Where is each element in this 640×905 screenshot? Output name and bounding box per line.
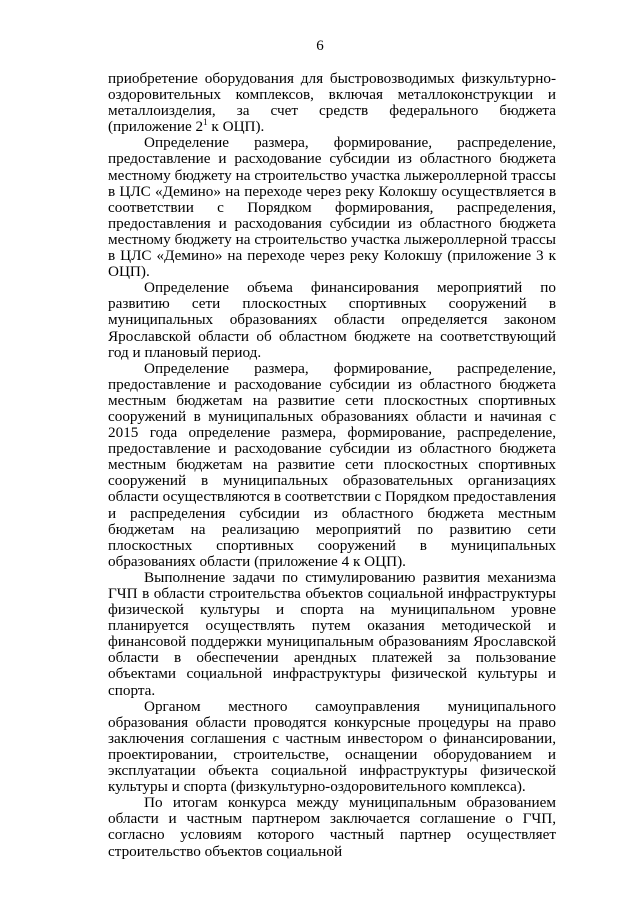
paragraph-1 bbox=[108, 71, 556, 135]
paragraph-3: Определение объема финансирования мероприятий по развитию сети плоскостных спортивных сооружений в муниципальных образованиях области определяется законом Ярославской области об областном бюджете на соответствующий год и плановый период. bbox=[108, 279, 556, 361]
paragraph-5: Выполнение задачи по стимулированию развития механизма ГЧП в области строительства объектов социальной инфраструктуры физической культуры и спорта на муниципальном уровне планируется осуществлять путем оказания методической и финансовой поддержки муниципальным образованиям Ярославской области в обеспечении арендных платежей за пользование объектами социальной инфраструктуры физической культуры и спорта. bbox=[108, 568, 556, 699]
page-number: 6 bbox=[316, 38, 324, 54]
paragraph-2: Определение размера, формирование, распределение, предоставление и расходование субсидии из областного бюджета местному бюджету на строительство участка лыжероллерной трассы в ЦЛС «Демино» на переходе через реку Колокшу осуществляется в соответствии с Порядком формирования, распределения, предоставления и расходования субсидии из областного бюджета местному бюджету на строительство участка лыжероллерной трассы в ЦЛС «Демино» на переходе через реку Колокшу (приложение 3 к ОЦП). bbox=[108, 134, 556, 281]
paragraph-4: Определение размера, формирование, распределение, предоставление и расходование субсидии из областного бюджета местным бюджетам на развитие сети плоскостных спортивных сооружений в муниципальных образованиях области и начиная с 2015 года определение размера, формирование, распределение, предоставление и расходование субсидии из областного бюджета местным бюджетам на развитие сети плоскостных спортивных сооружений в муниципальных образовательных организациях области осуществляются в соответствии с Порядком предоставления и распределения субсидии из областного бюджета местным бюджетам на реализацию мероприятий по развитию сети плоскостных спортивных сооружений в муниципальных образованиях области (приложение 4 к ОЦП). bbox=[108, 359, 556, 570]
paragraph-1-text: приобретение оборудования для быстровозводимых физкультурно-оздоровительных комплексов, включая металлоконструкции и металлоизделия, за счет средств федерального бюджета (приложение 2 bbox=[108, 70, 556, 136]
paragraph-6: Органом местного самоуправления муниципального образования области проводятся конкурсные процедуры на право заключения соглашения с частным инвестором о финансировании, проектировании, строительстве, оснащении оборудованием и эксплуатации объекта социальной инфраструктуры физической культуры и спорта (физкультурно-оздоровительного комплекса). bbox=[108, 697, 556, 796]
appendix-superscript: 1 bbox=[203, 117, 208, 128]
document-body bbox=[108, 71, 556, 860]
paragraph-7: По итогам конкурса между муниципальным образованием области и частным партнером заключается соглашение о ГЧП, согласно условиям которого частный партнер осуществляет строительство объектов социальной bbox=[108, 794, 556, 860]
paragraph-1-tail: к ОЦП). bbox=[207, 118, 265, 136]
